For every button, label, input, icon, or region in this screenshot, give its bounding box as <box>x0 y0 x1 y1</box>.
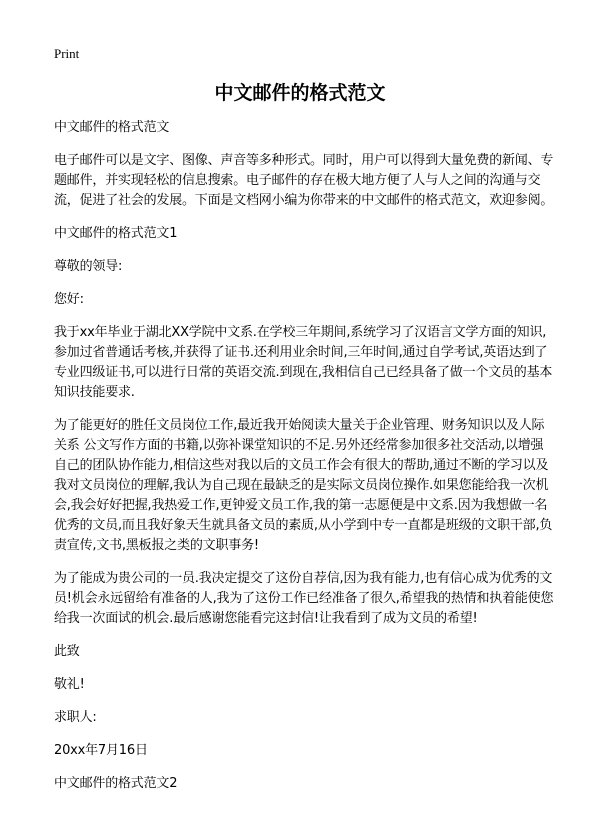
closing-line-2: 敬礼! <box>54 677 85 692</box>
page-title: 中文邮件的格式范文 <box>214 82 386 104</box>
greeting: 您好: <box>54 292 84 307</box>
document-subtitle: 中文邮件的格式范文 <box>54 120 170 135</box>
body-paragraph-2: 为了能更好的胜任文员岗位工作,最近我开始阅读大量关于企业管理、财务知识以及人际关系 公文写作方面的书籍,以弥补课堂知识的不足.另外还经常参加很多社交活动,以增强自己的团队协作能力,相信这些对我以后的文员工作会有很大的帮助,通过不断的学习以及我对文员岗位的理解,我认为自己现在最缺乏的是实际文员岗位操作.如果您能给我一次机会,我会好好把握,我热爱工作,更钟爱文员工作,我的第一志愿便是中文系.因为我想做一名优秀的文员,而且我好象天生就具备文员的素质,从小学到中专一直都是班级的文职干部,负责宣传,文书,黑板报之类的文职事务! <box>54 418 553 553</box>
document-body <box>54 118 554 807</box>
example-2-heading: 中文邮件的格式范文2 <box>54 776 178 791</box>
intro-paragraph: 电子邮件可以是文字、图像、声音等多种形式。同时，用户可以得到大量免费的新闻、专题邮件，并实现轻松的信息搜索。电子邮件的存在极大地方便了人与人之间的沟通与交流，促进了社会的发展。下面是文档网小编为你带来的中文邮件的格式范文，欢迎参阅。 <box>54 153 554 208</box>
print-label: Print <box>54 46 80 61</box>
closing-line-1: 此致 <box>54 644 80 659</box>
body-paragraph-3: 为了能成为贵公司的一员.我决定提交了这份自荐信,因为我有能力,也有信心成为优秀的文员!机会永远留给有准备的人,我为了这份工作已经准备了很久,希望我的热情和执着能使您给我一次面试的机会.最后感谢您能看完这封信!让我看到了成为文员的希望! <box>54 571 554 626</box>
date-line: 20xx年7月16日 <box>54 743 148 758</box>
salutation: 尊敬的领导: <box>54 259 123 274</box>
signature-line: 求职人: <box>54 710 97 725</box>
example-1-heading: 中文邮件的格式范文1 <box>54 226 178 241</box>
body-paragraph-1: 我于xx年毕业于湖北XX学院中文系.在学校三年期间,系统学习了汉语言文学方面的知识,参加过省普通话考核,并获得了证书.还利用业余时间,三年时间,通过自学考试,英语达到了专业四级证书,可以进行日常的英语交流.到现在,我相信自己已经具备了做一个文员的基本知识技能要求. <box>54 325 553 400</box>
